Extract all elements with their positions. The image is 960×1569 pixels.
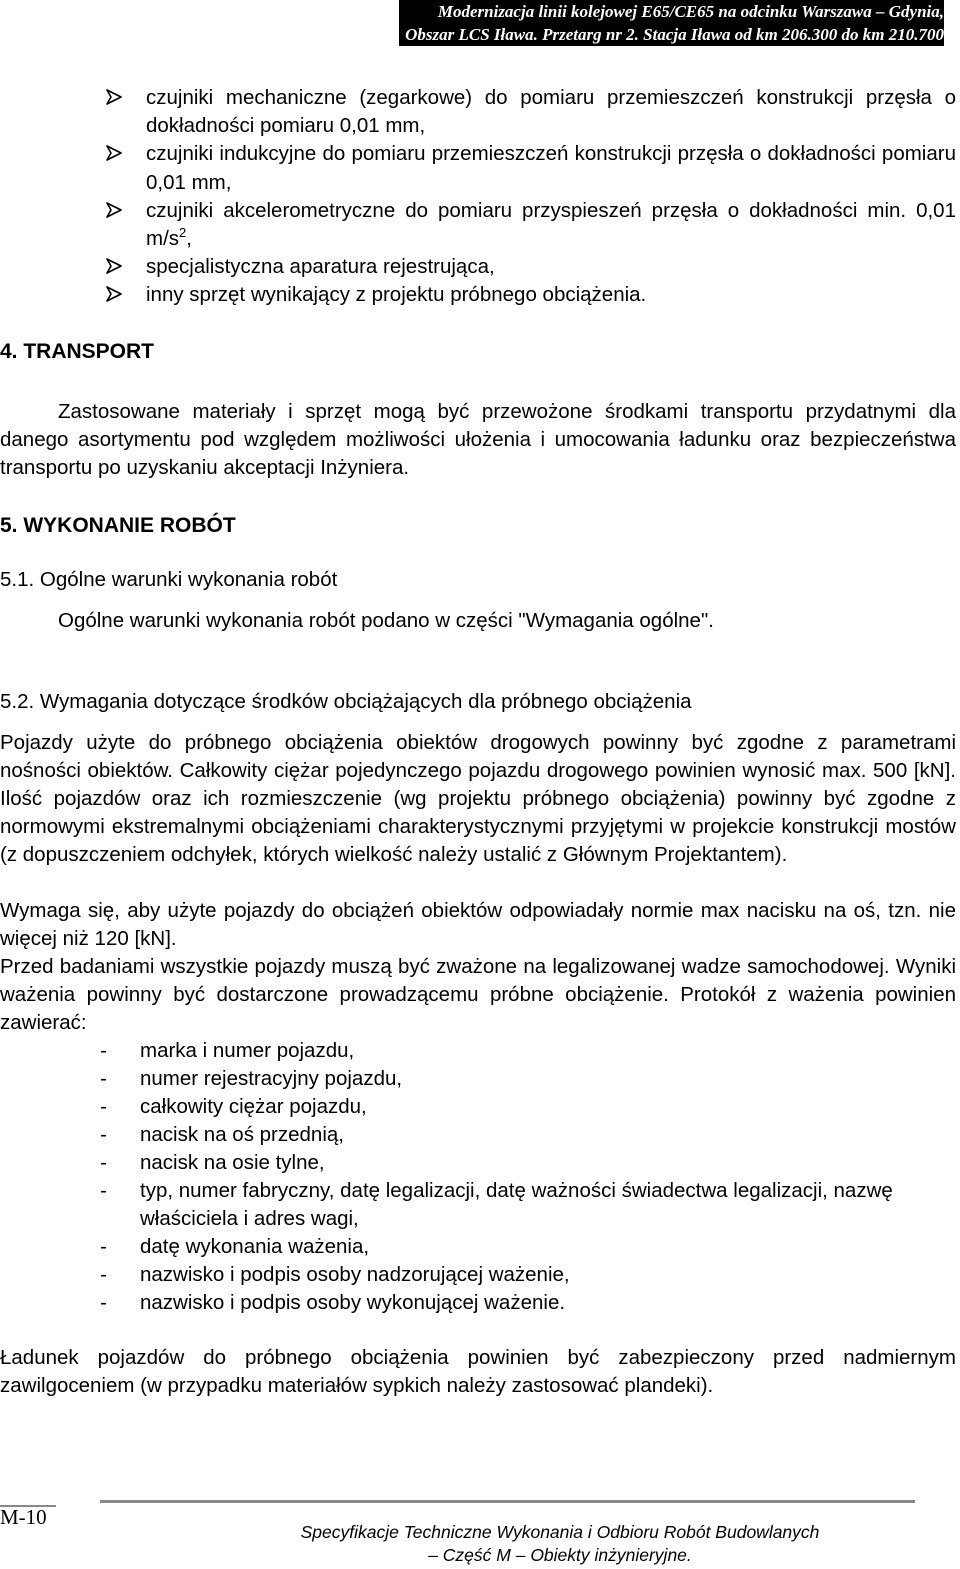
section-5-1-title: 5.1. Ogólne warunki wykonania robót [0, 568, 338, 591]
footer-title-line-2: – Część M – Obiekty inżynieryjne. [428, 1545, 692, 1565]
list-item: - całkowity ciężar pojazdu, [100, 1095, 367, 1118]
cargo-protection-paragraph: Ładunek pojazdów do próbnego obciążenia powinien być zabezpieczony przed nadmiernym zawilgoceniem (w przypadku materiałów sypkich należy zastosować plandeki). [0, 1346, 956, 1397]
bullet-text: czujniki indukcyjne do pomiaru przemieszczeń konstrukcji przęsła o dokładności pomiaru 0,01 mm, [146, 142, 956, 194]
list-item: - datę wykonania ważenia, [100, 1235, 370, 1258]
bullet-item [104, 281, 956, 309]
arrowhead-bullet-icon [106, 258, 122, 274]
bullet-text-tail: , [186, 227, 192, 251]
section-4-heading: 4. TRANSPORT [0, 340, 155, 363]
transport-paragraph: Zastosowane materiały i sprzęt mogą być przewożone środkami transportu przydatnymi dla danego asortymentu pod względem możliwości ułożenia i umocowania ładunku oraz bezpieczeństwa transportu po uzyskaniu akceptacji Inżyniera. [0, 400, 956, 479]
bullet-text: inny sprzęt wynikający z projektu próbnego obciążenia. [146, 283, 647, 307]
page-header [399, 0, 944, 46]
bullet-item [104, 253, 956, 281]
bullet-item [104, 197, 956, 253]
arrowhead-bullet-icon [106, 202, 122, 218]
bullet-text: specjalistyczna aparatura rejestrująca, [146, 255, 495, 279]
section-5-1-text: Ogólne warunki wykonania robót podano w części "Wymagania ogólne". [58, 609, 714, 632]
list-item: - numer rejestracyjny pojazdu, [100, 1067, 403, 1090]
header-line-1: Modernizacja linii kolejowej E65/CE65 na odcinku Warszawa – Gdynia, [437, 2, 944, 21]
vehicles-paragraph: Pojazdy użyte do próbnego obciążenia obiektów drogowych powinny być zgodne z parametrami nośności obiektów. Całkowity ciężar pojedynczego pojazdu drogowego powinien wynosić max. 500 [kN]. Ilość pojazdów oraz ich rozmieszczenie (wg projektu próbnego obciążenia) powinny być zgodne z normowymi ekstremalnymi obciążeniami charakterystycznymi przyjętymi w projekcie konstrukcji mostów (z dopuszczeniem odchyłek, których wielkość należy ustalić z Głównym Projektantem). [0, 731, 956, 866]
list-item: - nazwisko i podpis osoby wykonującej ważenie. [100, 1291, 566, 1314]
footer-divider [100, 1500, 915, 1503]
footer-page-code: M-10 [0, 1505, 47, 1529]
arrowhead-bullet-icon [106, 286, 122, 302]
list-item: - typ, numer fabryczny, datę legalizacji, datę ważności świadectwa legalizacji, nazwę właściciela i adres wagi, [100, 1179, 893, 1230]
bullet-item [104, 84, 956, 140]
header-line-2: Obszar LCS Iława. Przetarg nr 2. Stacja Iława od km 206.300 do km 210.700 [405, 25, 944, 44]
list-item: - nacisk na oś przednią, [100, 1123, 344, 1146]
axle-load-paragraph: Wymaga się, aby użyte pojazdy do obciążeń obiektów odpowiadały normie max nacisku na oś, tzn. nie więcej niż 120 [kN]. [0, 899, 956, 950]
bullet-text: czujniki akcelerometryczne do pomiaru przyspieszeń przęsła o dokładności min. 0,01 m/s [146, 198, 956, 251]
bullet-text: czujniki mechaniczne (zegarkowe) do pomiaru przemieszczeń konstrukcji przęsła o dokładności pomiaru 0,01 mm, [146, 86, 956, 138]
arrowhead-bullet-icon [106, 145, 122, 161]
equipment-bullet-list [104, 84, 956, 310]
section-5-heading: 5. WYKONANIE ROBÓT [0, 514, 236, 537]
weighing-protocol-list [100, 1037, 956, 1317]
arrowhead-bullet-icon [106, 89, 122, 105]
list-item: - marka i numer pojazdu, [100, 1039, 355, 1062]
list-item: - nacisk na osie tylne, [100, 1151, 325, 1174]
superscript: 2 [179, 225, 187, 241]
footer-title-line-1: Specyfikacje Techniczne Wykonania i Odbioru Robót Budowlanych [300, 1522, 820, 1542]
weighing-paragraph: Przed badaniami wszystkie pojazdy muszą być zważone na legalizowanej wadze samochodowej. Wyniki ważenia powinny być dostarczone prowadzącemu próbne obciążenie. Protokół z ważenia powinien zawierać: [0, 955, 956, 1034]
section-5-2-title: 5.2. Wymagania dotyczące środków obciążających dla próbnego obciążenia [0, 690, 692, 713]
bullet-item [104, 140, 956, 196]
list-item: - nazwisko i podpis osoby nadzorującej ważenie, [100, 1263, 570, 1286]
